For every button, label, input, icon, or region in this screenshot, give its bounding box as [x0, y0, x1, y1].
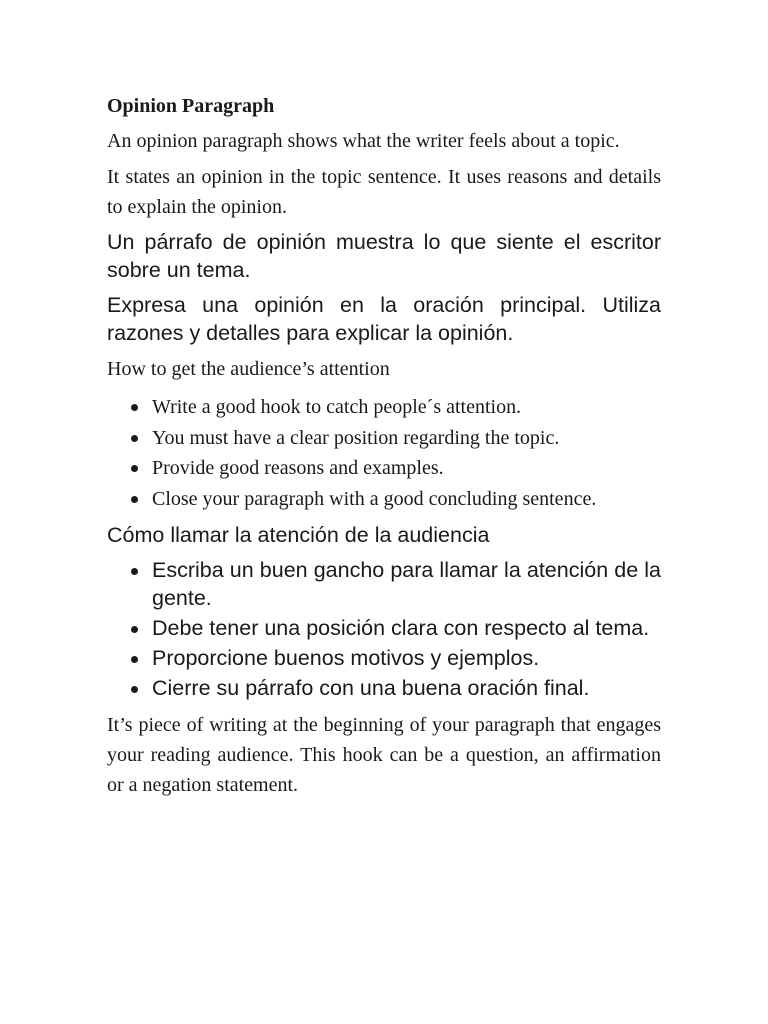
bullet-icon — [131, 496, 138, 503]
list-item — [107, 484, 661, 515]
list-item-text: Provide good reasons and examples. — [152, 457, 444, 479]
list-item — [107, 423, 661, 454]
paragraph-en-2: It states an opinion in the topic sentence. It uses reasons and details to explain the opinion. — [107, 166, 661, 218]
heading-en: How to get the audience’s attention — [107, 358, 390, 380]
document-title: Opinion Paragraph — [107, 95, 275, 117]
list-item — [107, 674, 661, 702]
list-item — [107, 556, 661, 612]
list-item-text: Debe tener una posición clara con respecto al tema. — [152, 616, 650, 640]
paragraph-es-1: Un párrafo de opinión muestra lo que siente el escritor sobre un tema. — [107, 230, 661, 282]
list-item-text: Close your paragraph with a good concluding sentence. — [152, 487, 597, 510]
bullet-icon — [131, 465, 138, 472]
list-item — [107, 453, 661, 484]
bullet-list-en — [107, 392, 661, 514]
bullet-icon — [131, 656, 138, 663]
list-item-text: Write a good hook to catch people´s attention. — [152, 396, 522, 418]
list-item — [107, 614, 661, 642]
bullet-list-es — [107, 556, 661, 702]
bullet-icon — [131, 686, 138, 693]
list-item-text: You must have a clear position regarding the topic. — [152, 426, 560, 449]
bullet-icon — [131, 404, 138, 411]
list-item-text: Proporcione buenos motivos y ejemplos. — [152, 646, 540, 670]
bullet-icon — [131, 435, 138, 442]
list-item — [107, 392, 661, 423]
list-item-text: Cierre su párrafo con una buena oración final. — [152, 676, 590, 700]
heading-es: Cómo llamar la atención de la audiencia — [107, 523, 490, 547]
bullet-icon — [131, 626, 138, 633]
paragraph-es-2: Expresa una opinión en la oración principal. Utiliza razones y detalles para explicar la opinión. — [107, 293, 661, 345]
paragraph-en-1: An opinion paragraph shows what the writer feels about a topic. — [107, 130, 620, 152]
paragraph-final: It’s piece of writing at the beginning of your paragraph that engages your reading audience. This hook can be a question, an affirmation or a negation statement. — [107, 714, 661, 796]
list-item-text: Escriba un buen gancho para llamar la atención de la gente. — [152, 558, 661, 610]
list-item — [107, 644, 661, 672]
bullet-icon — [131, 568, 138, 575]
